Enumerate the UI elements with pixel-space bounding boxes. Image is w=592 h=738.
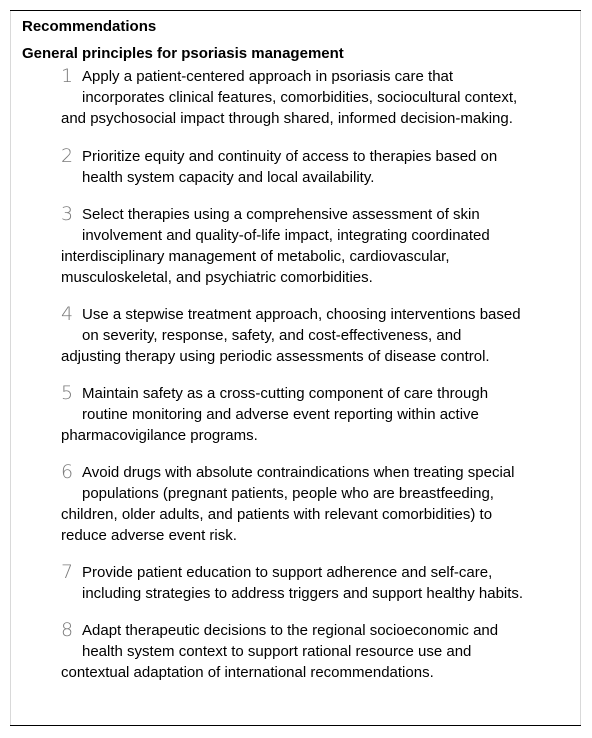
item-text-line: Avoid drugs with absolute contraindications when treating special — [82, 464, 515, 481]
item-text-line: incorporates clinical features, comorbidities, sociocultural context, — [82, 89, 518, 106]
recommendation-item-2 — [61, 146, 561, 188]
item-text-line: Select therapies using a comprehensive assessment of skin — [82, 206, 480, 223]
item-text-line: contextual adaptation of international recommendations. — [61, 664, 434, 681]
item-number: 5 — [61, 382, 74, 404]
recommendation-item-6 — [61, 462, 561, 546]
item-number: 1 — [61, 65, 74, 87]
item-number: 3 — [61, 203, 74, 225]
recommendation-item-4 — [61, 304, 561, 367]
item-text-line: Apply a patient-centered approach in psoriasis care that — [82, 68, 454, 85]
item-text-line: musculoskeletal, and psychiatric comorbidities. — [61, 269, 373, 286]
item-text-line: including strategies to address triggers and support healthy habits. — [82, 585, 524, 602]
recommendation-item-8 — [61, 620, 561, 683]
recommendation-item-3 — [61, 204, 561, 288]
item-text-line: Prioritize equity and continuity of access to therapies based on — [82, 148, 498, 165]
item-text-line: routine monitoring and adverse event reporting within active — [82, 406, 479, 423]
item-text-line: populations (pregnant patients, people who are breastfeeding, — [82, 485, 494, 502]
recommendation-item-1 — [61, 66, 561, 129]
item-text-line: Maintain safety as a cross-cutting component of care through — [82, 385, 489, 402]
item-text-line: adjusting therapy using periodic assessments of disease control. — [61, 348, 490, 365]
recommendation-item-7 — [61, 562, 561, 604]
recommendation-item-5 — [61, 383, 561, 446]
item-number: 4 — [61, 303, 74, 325]
item-text-line: Provide patient education to support adherence and self-care, — [82, 564, 493, 581]
item-number: 2 — [61, 145, 74, 167]
item-number: 6 — [61, 461, 74, 483]
item-number: 7 — [61, 561, 74, 583]
item-text-line: on severity, response, safety, and cost-effectiveness, and — [82, 327, 462, 344]
item-text-line: and psychosocial impact through shared, informed decision-making. — [61, 110, 513, 127]
column-header: Recommendations — [22, 18, 157, 35]
table-top-rule — [10, 10, 581, 11]
section-heading: General principles for psoriasis management — [22, 45, 344, 62]
item-text-line: pharmacovigilance programs. — [61, 427, 258, 444]
table-bottom-rule — [10, 725, 581, 726]
item-text-line: involvement and quality-of-life impact, integrating coordinated — [82, 227, 490, 244]
item-text-line: children, older adults, and patients with relevant comorbidities) to — [61, 506, 493, 523]
item-text-line: health system context to support rational resource use and — [82, 643, 472, 660]
item-text-line: Adapt therapeutic decisions to the regional socioeconomic and — [82, 622, 499, 639]
item-number: 8 — [61, 619, 74, 641]
item-text-line: health system capacity and local availability. — [82, 169, 375, 186]
item-text-line: interdisciplinary management of metabolic, cardiovascular, — [61, 248, 450, 265]
item-text-line: reduce adverse event risk. — [61, 527, 237, 544]
item-text-line: Use a stepwise treatment approach, choosing interventions based — [82, 306, 521, 323]
